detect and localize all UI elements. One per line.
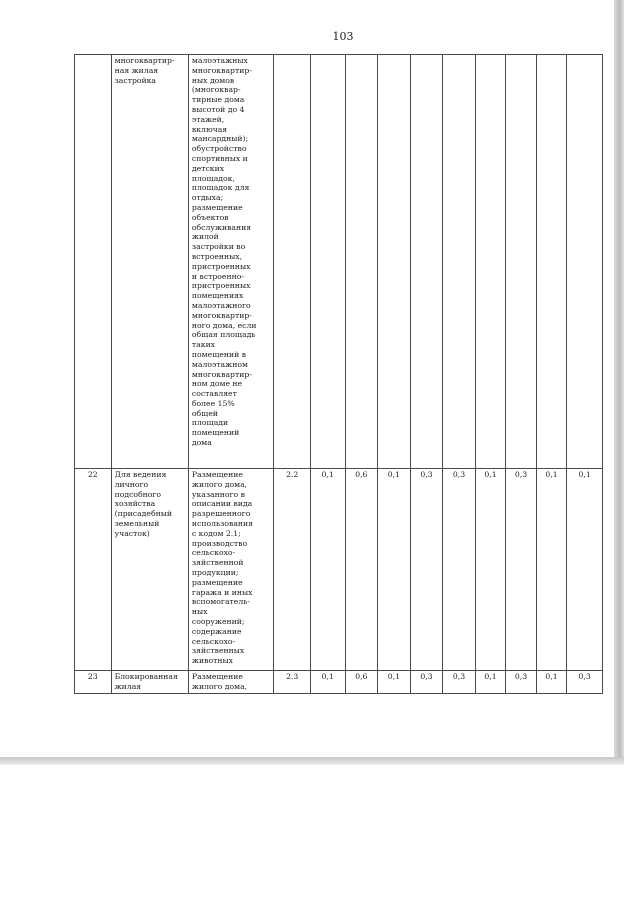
use-type-code: 2.2: [274, 469, 311, 671]
coefficient-cell: 0,1: [378, 469, 411, 671]
coefficient-cell: [506, 55, 537, 469]
use-type-code: 2.3: [274, 671, 311, 694]
coefficient-cell: [345, 55, 378, 469]
coefficient-cell: 0,1: [536, 671, 567, 694]
coefficient-cell: 0,3: [506, 671, 537, 694]
use-type-description: Размещение жилого дома,: [188, 671, 273, 694]
coefficient-cell: 0,1: [310, 671, 345, 694]
coefficient-cell: [310, 55, 345, 469]
land-use-table: [74, 54, 603, 694]
coefficient-cell: 0,1: [536, 469, 567, 671]
row-number: 22: [75, 469, 112, 671]
row-number: [75, 55, 112, 469]
coefficient-cell: 0,3: [443, 469, 476, 671]
coefficient-cell: [475, 55, 506, 469]
use-type-description: малоэтажных многоквартир- ных домов (многоквар- тирные дома высотой до 4 этажей, включая мансардный); обустройство спортивных и детских площадок, площадок для отдыха; размещение объектов обслуживания жилой застройки во встроенных, пристроенных и встроенно- пристроенных помещениях малоэтажного многоквартир- ного дома, если общая площадь таких помещений в малоэтажном многоквартир- ном доме не составляет более 15% общей площади помещений дома: [188, 55, 273, 469]
use-type-name: Для ведения личного подсобного хозяйства (присадебный земельный участок): [111, 469, 188, 671]
use-type-name: Блокированная жилая: [111, 671, 188, 694]
scan-edge-shadow-right: [614, 0, 624, 760]
coefficient-cell: [378, 55, 411, 469]
page-number: 103: [332, 30, 354, 43]
coefficient-cell: 0,3: [443, 671, 476, 694]
use-type-description: Размещение жилого дома, указанного в описании вида разрешенного использования с кодом 2.1; производство сельскохо- зяйственной продукции; размещение гаража и иных вспомогатель- ных сооружений; содержание сельскохо- зяйственных животных: [188, 469, 273, 671]
scan-edge-shadow-bottom: [0, 757, 624, 765]
coefficient-cell: 0,1: [378, 671, 411, 694]
coefficient-cell: 0,1: [475, 469, 506, 671]
coefficient-cell: 0,6: [345, 469, 378, 671]
coefficient-cell: [410, 55, 443, 469]
coefficient-cell: 0,1: [310, 469, 345, 671]
coefficient-cell: [443, 55, 476, 469]
table-row: [75, 55, 603, 469]
table-row: [75, 469, 603, 671]
use-type-code: [274, 55, 311, 469]
coefficient-cell: 0,1: [567, 469, 603, 671]
coefficient-cell: [567, 55, 603, 469]
coefficient-cell: 0,3: [567, 671, 603, 694]
coefficient-cell: 0,1: [475, 671, 506, 694]
use-type-name: многоквартир- ная жилая застройка: [111, 55, 188, 469]
coefficient-cell: 0,6: [345, 671, 378, 694]
coefficient-cell: 0,3: [506, 469, 537, 671]
table-row: [75, 671, 603, 694]
coefficient-cell: [536, 55, 567, 469]
coefficient-cell: 0,3: [410, 671, 443, 694]
coefficient-cell: 0,3: [410, 469, 443, 671]
row-number: 23: [75, 671, 112, 694]
